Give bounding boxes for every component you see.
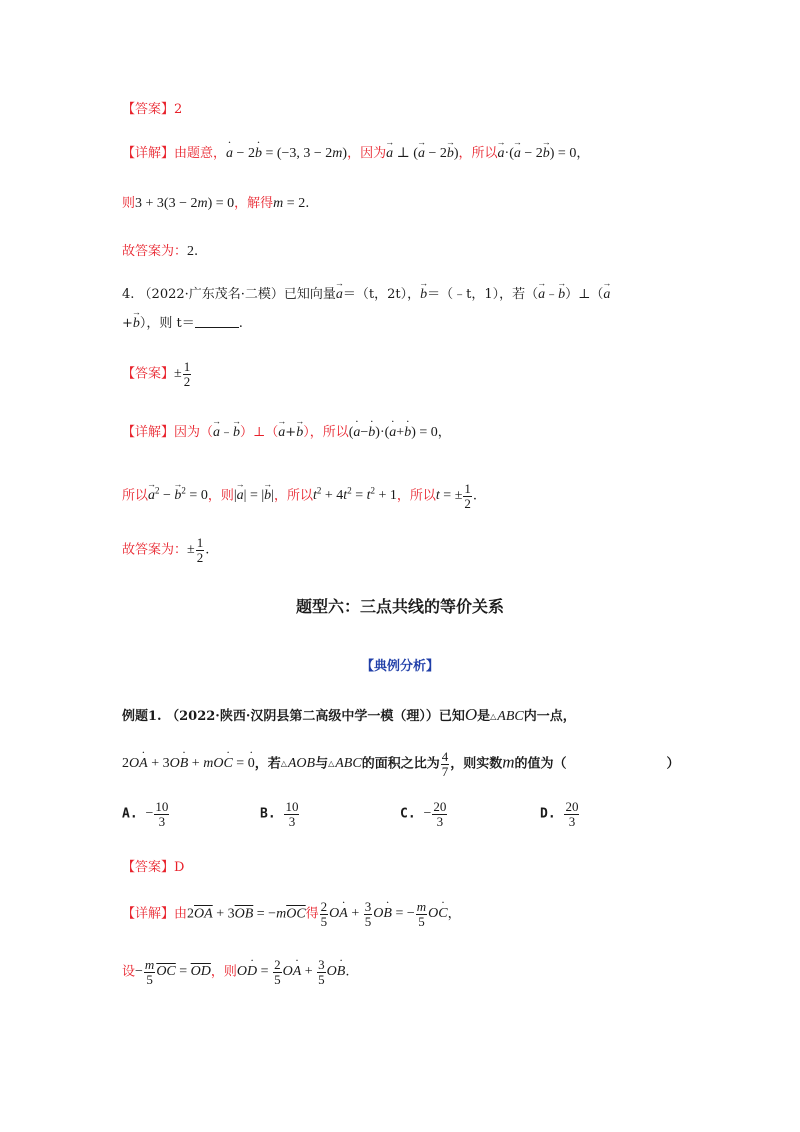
therefore-line-3: 故答案为：2. <box>122 244 199 259</box>
option-d[interactable]: D. $\frac{20}{3}$ <box>540 799 579 829</box>
example-1-stem-cont: 2O· A + 3O· B + mO· C = · 0，若△AOB与△ABC的面积之比为 $\frac{4}{7}$ ，则实数m的值为（ ） <box>122 750 680 778</box>
detail-label: 【详解】 <box>122 146 175 161</box>
formula-equation: 3 + 3(3 − 2m) = 0 <box>135 196 235 211</box>
detail-line-4b: 所以→ $a^2$ − → $b^2 = 0$，则|→ a| = |→ b|，所以$t^2 + 4t^2 = t^2 + 1$，所以t = ± $\frac{1}{2}$ . <box>122 482 477 510</box>
formula-overline-sum: $2\overline{OA} + 3\overline{OB} = -m\overline{OC}$ <box>187 906 306 922</box>
section-subtitle: 【典例分析】 <box>360 659 439 674</box>
answer-line-ex1: 【答案】D <box>122 860 185 875</box>
answer-blank <box>195 315 239 328</box>
formula-t-equation: $t^2 + 4t^2 = t^2 + 1$ <box>313 485 397 504</box>
formula-squares: → $a^2$ − → $b^2 = 0$ <box>148 488 208 503</box>
example-1-stem: 例题1. （2022·陕西·汉阴县第二高级中学一模（理））已知O是△ABC内一点， <box>122 705 576 724</box>
formula-dot-zero: → a·(→ a − 2→ b) = 0 <box>498 146 577 161</box>
detail-line-ex1b: 设− $\frac{m}{5}$ $\overline{OC} = \overline{OD}$，则O· D = $\frac{2}{5}$ O· A + $\frac{3}{5}$ O· B. <box>122 958 350 986</box>
triangle-ABC: △ABC <box>490 709 524 724</box>
answer-line-3 <box>122 98 182 117</box>
variable-m: m <box>502 752 515 772</box>
formula-vector-sum: 2O· A + 3O· B + mO· C = · 0 <box>122 756 255 771</box>
example-label: 例题1. <box>122 709 162 724</box>
answer-line-4: 【答案】± $\frac{1}{2}$ <box>122 359 191 389</box>
option-b[interactable]: B. $\frac{10}{3}$ <box>260 799 299 829</box>
formula-a-minus-2b: · a − 2· b = (−3, 3 − 2m) <box>226 146 347 161</box>
formula-product-zero: (· a−· b)·(· a+· b) = 0 <box>349 425 438 440</box>
problem-number: 4. <box>122 287 135 302</box>
problem-4-stem: 4. （2022·广东茂名·二模）已知向量→ a＝（t，2t），→ b＝（﹣t，1），若（→ a﹣→ b）⊥（→ a <box>122 283 610 303</box>
formula-set-od: − $\frac{m}{5}$ $\overline{OC} = \overline{OD}$ <box>135 957 211 987</box>
answer-plusminus-half: ± $\frac{1}{2}$ <box>174 359 191 389</box>
formula-od-value: O· D = $\frac{2}{5}$ O· A + $\frac{3}{5}$ O· B <box>237 964 345 979</box>
formula-perp: → a ⊥ (→ a − 2→ b) <box>386 146 458 161</box>
formula-magnitudes: |→ a| = |→ b| <box>234 488 274 503</box>
problem-4-stem-cont: +→ b），则 t＝ . <box>122 312 243 332</box>
answer-value: 2 <box>174 102 183 117</box>
option-a[interactable]: A. − $\frac{10}{3}$ <box>122 799 169 829</box>
final-answer-4: ± $\frac{1}{2}$ <box>187 535 204 565</box>
option-c[interactable]: C. − $\frac{20}{3}$ <box>400 799 447 829</box>
formula-m-value: m = 2 <box>273 196 306 211</box>
detail-line-4a: 【详解】因为（→ a﹣→ b）⊥（→ a+→ b），所以(· a−· b)·(· a+· b) = 0， <box>122 421 451 441</box>
ratio-4-7: $\frac{4}{7}$ <box>441 749 449 779</box>
detail-line-3b: 则3 + 3(3 − 2m) = 0，解得m = 2. <box>122 196 310 211</box>
therefore-line-4: 故答案为：± $\frac{1}{2}$ . <box>122 535 210 565</box>
detail-line-ex1a: 【详解】由$2\overline{OA} + 3\overline{OB} = -m\overline{OC}$得 $\frac{2}{5}$ O· A + $\frac{3}{5}$ O· B = − $\frac{m}{5}$ O· C， <box>122 900 461 928</box>
formula-t-value: t = ± $\frac{1}{2}$ <box>435 481 471 511</box>
triangle-ABC-2: △ABC <box>328 756 362 772</box>
detail-line-3a: 【详解】由题意，· a − 2· b = (−3, 3 − 2m)，因为→ a ⊥ (→ a − 2→ b)，所以→ a·(→ a − 2→ b) = 0， <box>122 142 589 162</box>
formula-fraction-sum: $\frac{2}{5}$ O· A + $\frac{3}{5}$ O· B = − $\frac{m}{5}$ O· C <box>319 906 448 921</box>
answer-label: 【答案】 <box>122 102 175 117</box>
section-title: 题型六：三点共线的等价关系 <box>295 597 504 616</box>
point-O: O <box>464 705 478 724</box>
triangle-AOB: △AOB <box>280 756 316 772</box>
